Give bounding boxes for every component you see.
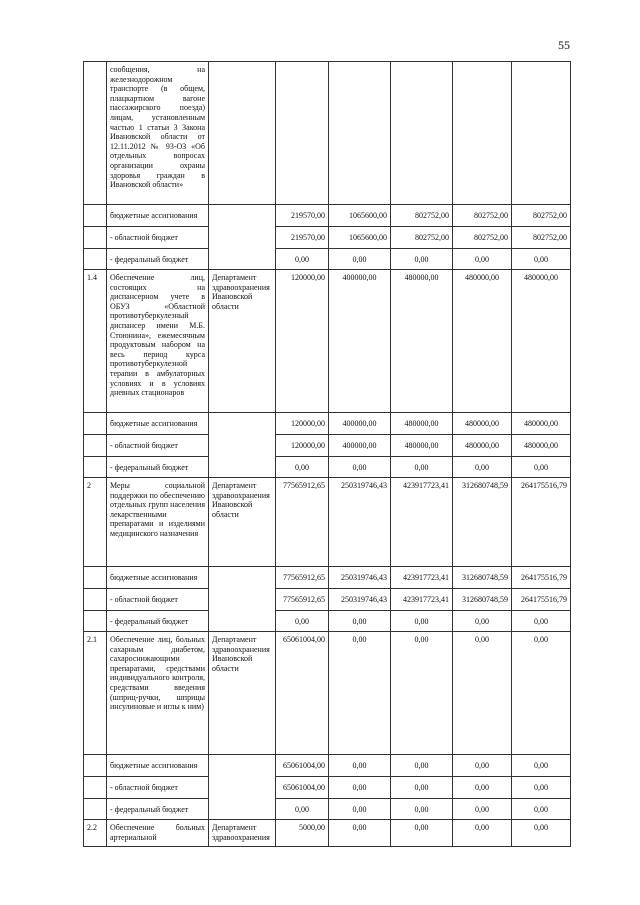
row-executor: Департамент здравоохранения Ивановской области <box>209 478 276 567</box>
cell-value: 120000,00 <box>276 435 329 457</box>
cell-value: 480000,00 <box>391 435 453 457</box>
cell-value: 219570,00 <box>276 227 329 249</box>
cell-value: 423917723,41 <box>391 478 453 567</box>
cell-value: 0,00 <box>329 611 391 632</box>
row-executor: Департамент здравоохранения <box>209 820 276 847</box>
table-row <box>84 457 571 478</box>
cell-value: 0,00 <box>329 249 391 270</box>
cell-value: 250319746,43 <box>329 567 391 589</box>
row-label: - областной бюджет <box>107 227 209 249</box>
row-number: 1.4 <box>84 270 107 413</box>
cell-value: 480000,00 <box>453 435 512 457</box>
cell-value: 0,00 <box>329 820 391 847</box>
cell-value: 480000,00 <box>512 435 571 457</box>
cell-value: 400000,00 <box>329 413 391 435</box>
cell-value: 0,00 <box>329 755 391 777</box>
cell-value: 0,00 <box>391 755 453 777</box>
row-label: - федеральный бюджет <box>107 799 209 820</box>
row-number <box>84 62 107 205</box>
cell-value: 77565912,65 <box>276 478 329 567</box>
table-row <box>84 205 571 227</box>
cell-value: 120000,00 <box>276 270 329 413</box>
cell-value: 0,00 <box>512 611 571 632</box>
table-row <box>84 755 571 777</box>
row-label: бюджетные ассигнования <box>107 413 209 435</box>
table-row <box>84 567 571 589</box>
row-number: 2.2 <box>84 820 107 847</box>
cell-value: 0,00 <box>391 457 453 478</box>
row-description: Обеспечение лиц, больных сахарным диабетом, сахароснижающими препаратами, средствами индивидуального контроля, средствами введения (шприц-ручки, шприцы инсулиновые и иглы к ним) <box>107 632 209 755</box>
cell-value: 0,00 <box>453 249 512 270</box>
cell-value: 0,00 <box>512 457 571 478</box>
table-row <box>84 270 571 413</box>
cell-value: 400000,00 <box>329 435 391 457</box>
cell-value: 0,00 <box>453 820 512 847</box>
cell-value: 0,00 <box>329 457 391 478</box>
cell-value: 0,00 <box>276 249 329 270</box>
row-label: - областной бюджет <box>107 435 209 457</box>
row-label: - федеральный бюджет <box>107 249 209 270</box>
cell-value: 250319746,43 <box>329 478 391 567</box>
cell-value: 802752,00 <box>391 205 453 227</box>
cell-value: 423917723,41 <box>391 567 453 589</box>
cell-value: 312680748,59 <box>453 589 512 611</box>
cell-value: 802752,00 <box>391 227 453 249</box>
cell-value: 480000,00 <box>453 270 512 413</box>
cell-value: 0,00 <box>391 611 453 632</box>
cell-value: 312680748,59 <box>453 567 512 589</box>
row-label: - федеральный бюджет <box>107 611 209 632</box>
row-label: бюджетные ассигнования <box>107 755 209 777</box>
table-row <box>84 632 571 755</box>
cell-value: 0,00 <box>453 611 512 632</box>
cell-value: 0,00 <box>276 457 329 478</box>
cell-value: 0,00 <box>391 820 453 847</box>
row-label: бюджетные ассигнования <box>107 205 209 227</box>
cell-value: 480000,00 <box>512 413 571 435</box>
row-description: Меры социальной поддержки по обеспечению отдельных групп населения лекарственными препаратами и изделиями медицинского назначения <box>107 478 209 567</box>
row-executor: Департамент здравоохранения Ивановской области <box>209 632 276 755</box>
cell-value: 264175516,79 <box>512 567 571 589</box>
cell-value: 120000,00 <box>276 413 329 435</box>
cell-value: 219570,00 <box>276 205 329 227</box>
cell-value: 0,00 <box>276 799 329 820</box>
cell-value: 0,00 <box>391 799 453 820</box>
cell-value: 0,00 <box>329 799 391 820</box>
table-row <box>84 227 571 249</box>
cell-value: 480000,00 <box>453 413 512 435</box>
table-row <box>84 62 571 205</box>
table-row <box>84 820 571 847</box>
cell-value: 480000,00 <box>391 270 453 413</box>
cell-value: 77565912,65 <box>276 567 329 589</box>
cell-value: 0,00 <box>512 799 571 820</box>
row-label: - федеральный бюджет <box>107 457 209 478</box>
cell-value: 400000,00 <box>329 270 391 413</box>
cell-value: 0,00 <box>453 755 512 777</box>
cell-value: 802752,00 <box>453 205 512 227</box>
row-label: бюджетные ассигнования <box>107 567 209 589</box>
cell-value: 480000,00 <box>512 270 571 413</box>
cell-value: 0,00 <box>276 611 329 632</box>
table-row <box>84 435 571 457</box>
cell-value: 65061004,00 <box>276 755 329 777</box>
cell-value: 0,00 <box>512 820 571 847</box>
cell-value: 0,00 <box>329 777 391 799</box>
cell-value: 0,00 <box>512 632 571 755</box>
cell-value: 0,00 <box>329 632 391 755</box>
cell-value: 423917723,41 <box>391 589 453 611</box>
cell-value: 65061004,00 <box>276 632 329 755</box>
table-row <box>84 249 571 270</box>
cell-value: 0,00 <box>512 249 571 270</box>
row-number: 2.1 <box>84 632 107 755</box>
cell-value: 0,00 <box>512 777 571 799</box>
cell-value: 0,00 <box>453 799 512 820</box>
row-description: сообщения, на железнодорожном транспорте (в общем, плацкартном вагоне пассажирского поезда) лицам, установленным частью 1 статьи 3 Закона Ивановской области от 12.11.2012 № 93-ОЗ «Об отдельных вопросах организации охраны здоровья граждан в Ивановской области» <box>107 62 209 205</box>
cell-value: 0,00 <box>391 249 453 270</box>
row-label: - областной бюджет <box>107 589 209 611</box>
cell-value: 0,00 <box>391 632 453 755</box>
row-executor: Департамент здравоохранения Ивановской области <box>209 270 276 413</box>
table-row <box>84 777 571 799</box>
cell-value: 480000,00 <box>391 413 453 435</box>
cell-value: 802752,00 <box>453 227 512 249</box>
cell-value: 0,00 <box>453 777 512 799</box>
cell-value: 0,00 <box>453 632 512 755</box>
row-description: Обеспечение больных артериальной <box>107 820 209 847</box>
cell-value: 264175516,79 <box>512 478 571 567</box>
cell-value: 77565912,65 <box>276 589 329 611</box>
cell-value: 0,00 <box>512 755 571 777</box>
table-row <box>84 589 571 611</box>
table-row <box>84 478 571 567</box>
table-row <box>84 413 571 435</box>
page-number: 55 <box>558 38 570 52</box>
row-label: - областной бюджет <box>107 777 209 799</box>
row-description: Обеспечение лиц, состоящих на диспансерном учете в ОБУЗ «Областной противотуберкулезный диспансер имени М.Б. Стоюнина», ежемесячным продуктовым набором на весь период курса противотуберкулезной терапии в амбулаторных условиях и в условиях дневных стационаров <box>107 270 209 413</box>
cell-value: 0,00 <box>453 457 512 478</box>
cell-value: 1065600,00 <box>329 205 391 227</box>
table-row <box>84 611 571 632</box>
cell-value: 5000,00 <box>276 820 329 847</box>
cell-value: 802752,00 <box>512 227 571 249</box>
cell-value: 65061004,00 <box>276 777 329 799</box>
cell-value: 250319746,43 <box>329 589 391 611</box>
table-row <box>84 799 571 820</box>
cell-value: 0,00 <box>391 777 453 799</box>
budget-table <box>83 61 571 847</box>
cell-value: 802752,00 <box>512 205 571 227</box>
row-executor <box>209 62 276 205</box>
cell-value: 1065600,00 <box>329 227 391 249</box>
row-number: 2 <box>84 478 107 567</box>
cell-value: 264175516,79 <box>512 589 571 611</box>
cell-value: 312680748,59 <box>453 478 512 567</box>
